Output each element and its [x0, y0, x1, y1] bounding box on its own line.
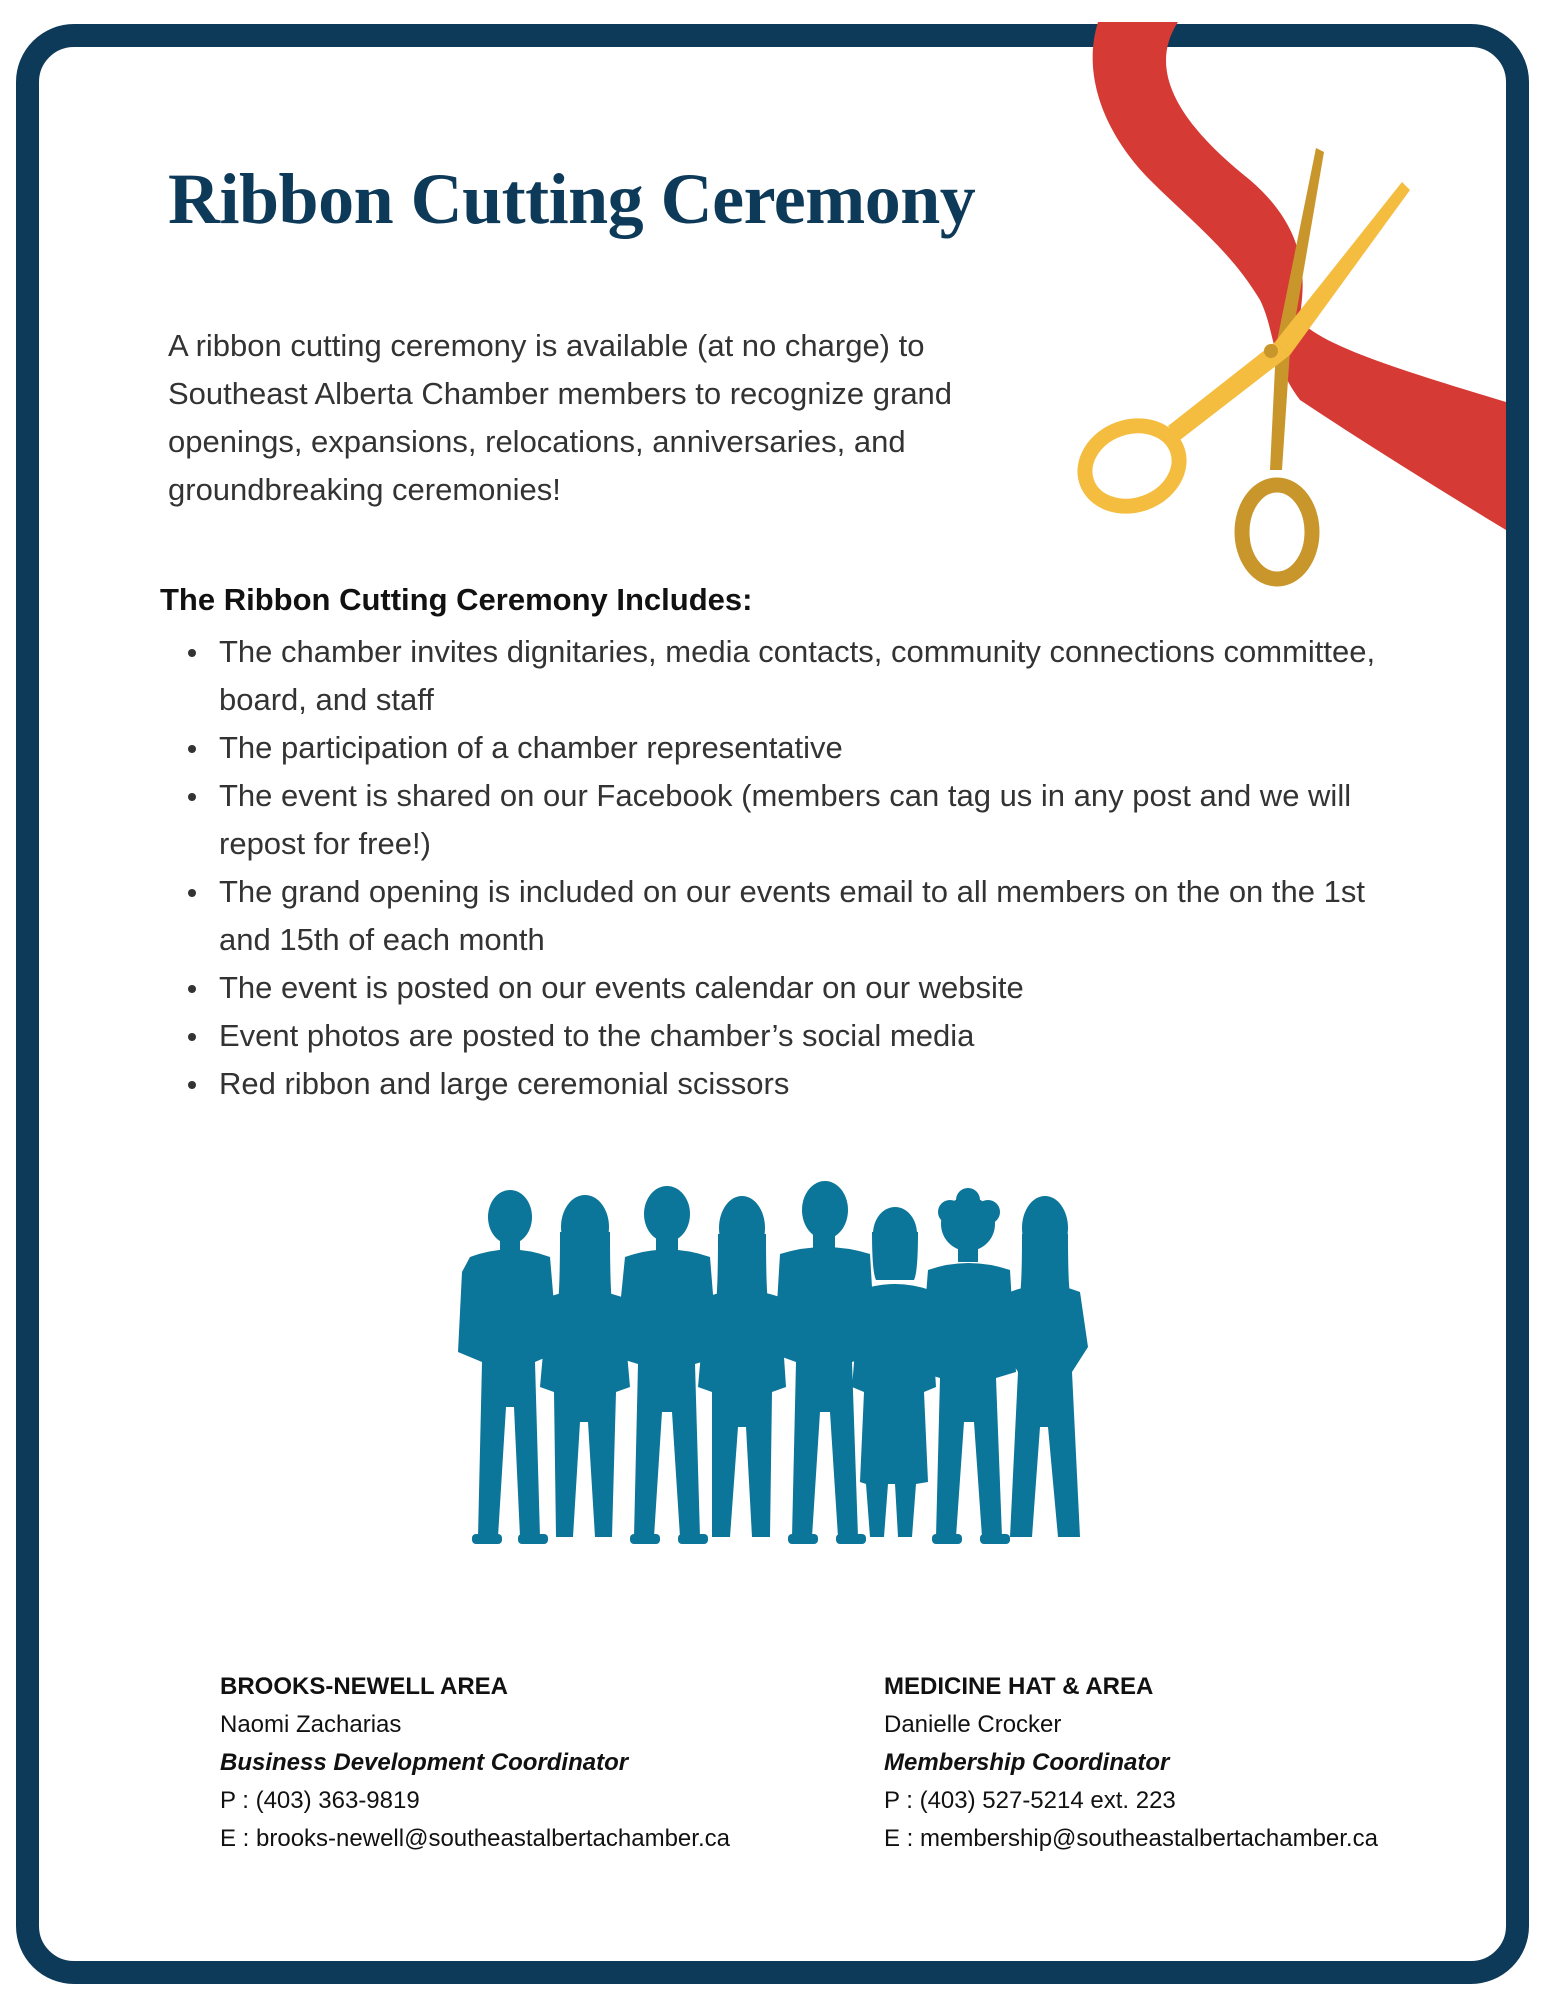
contact-area: BROOKS-NEWELL AREA [220, 1673, 508, 1700]
contact-role: Business Development Coordinator [220, 1749, 629, 1776]
list-item: The grand opening is included on our events email to all members on the on the 1st and 15th of each month [164, 868, 1384, 964]
list-item: The event is shared on our Facebook (members can tag us in any post and we will repost for free!) [164, 772, 1384, 868]
person-silhouette [1006, 1196, 1088, 1537]
contact-medicine-hat [884, 1668, 1378, 1858]
contact-role: Membership Coordinator [884, 1749, 1170, 1776]
person-silhouette [698, 1196, 786, 1537]
contact-email[interactable]: E : brooks-newell@southeastalbertachamber.ca [220, 1825, 730, 1852]
list-item: The participation of a chamber representative [164, 724, 1384, 772]
includes-heading: The Ribbon Cutting Ceremony Includes: [160, 582, 753, 617]
intro-paragraph: A ribbon cutting ceremony is available (at no charge) to Southeast Alberta Chamber members to recognize grand openings, expansions, relocations, anniversaries, and groundbreaking ceremonies! [168, 328, 953, 507]
contact-name: Danielle Crocker [884, 1711, 1062, 1738]
contact-phone: P : (403) 527-5214 ext. 223 [884, 1787, 1176, 1814]
page-title: Ribbon Cutting Ceremony [168, 159, 976, 239]
person-silhouette [920, 1188, 1016, 1544]
contact-name: Naomi Zacharias [220, 1711, 402, 1738]
includes-list [164, 628, 1384, 1108]
person-silhouette [540, 1195, 630, 1537]
contact-area: MEDICINE HAT & AREA [884, 1673, 1154, 1700]
contact-brooks-newell [220, 1668, 730, 1858]
contact-email[interactable]: E : membership@southeastalbertachamber.ca [884, 1825, 1378, 1852]
list-item: The event is posted on our events calendar on our website [164, 964, 1384, 1012]
list-item: Red ribbon and large ceremonial scissors [164, 1060, 1384, 1108]
people-silhouette-icon [440, 1172, 1100, 1547]
contact-phone: P : (403) 363-9819 [220, 1787, 420, 1814]
list-item: The chamber invites dignitaries, media contacts, community connections committee, board, and staff [164, 628, 1384, 724]
list-item: Event photos are posted to the chamber’s social media [164, 1012, 1384, 1060]
